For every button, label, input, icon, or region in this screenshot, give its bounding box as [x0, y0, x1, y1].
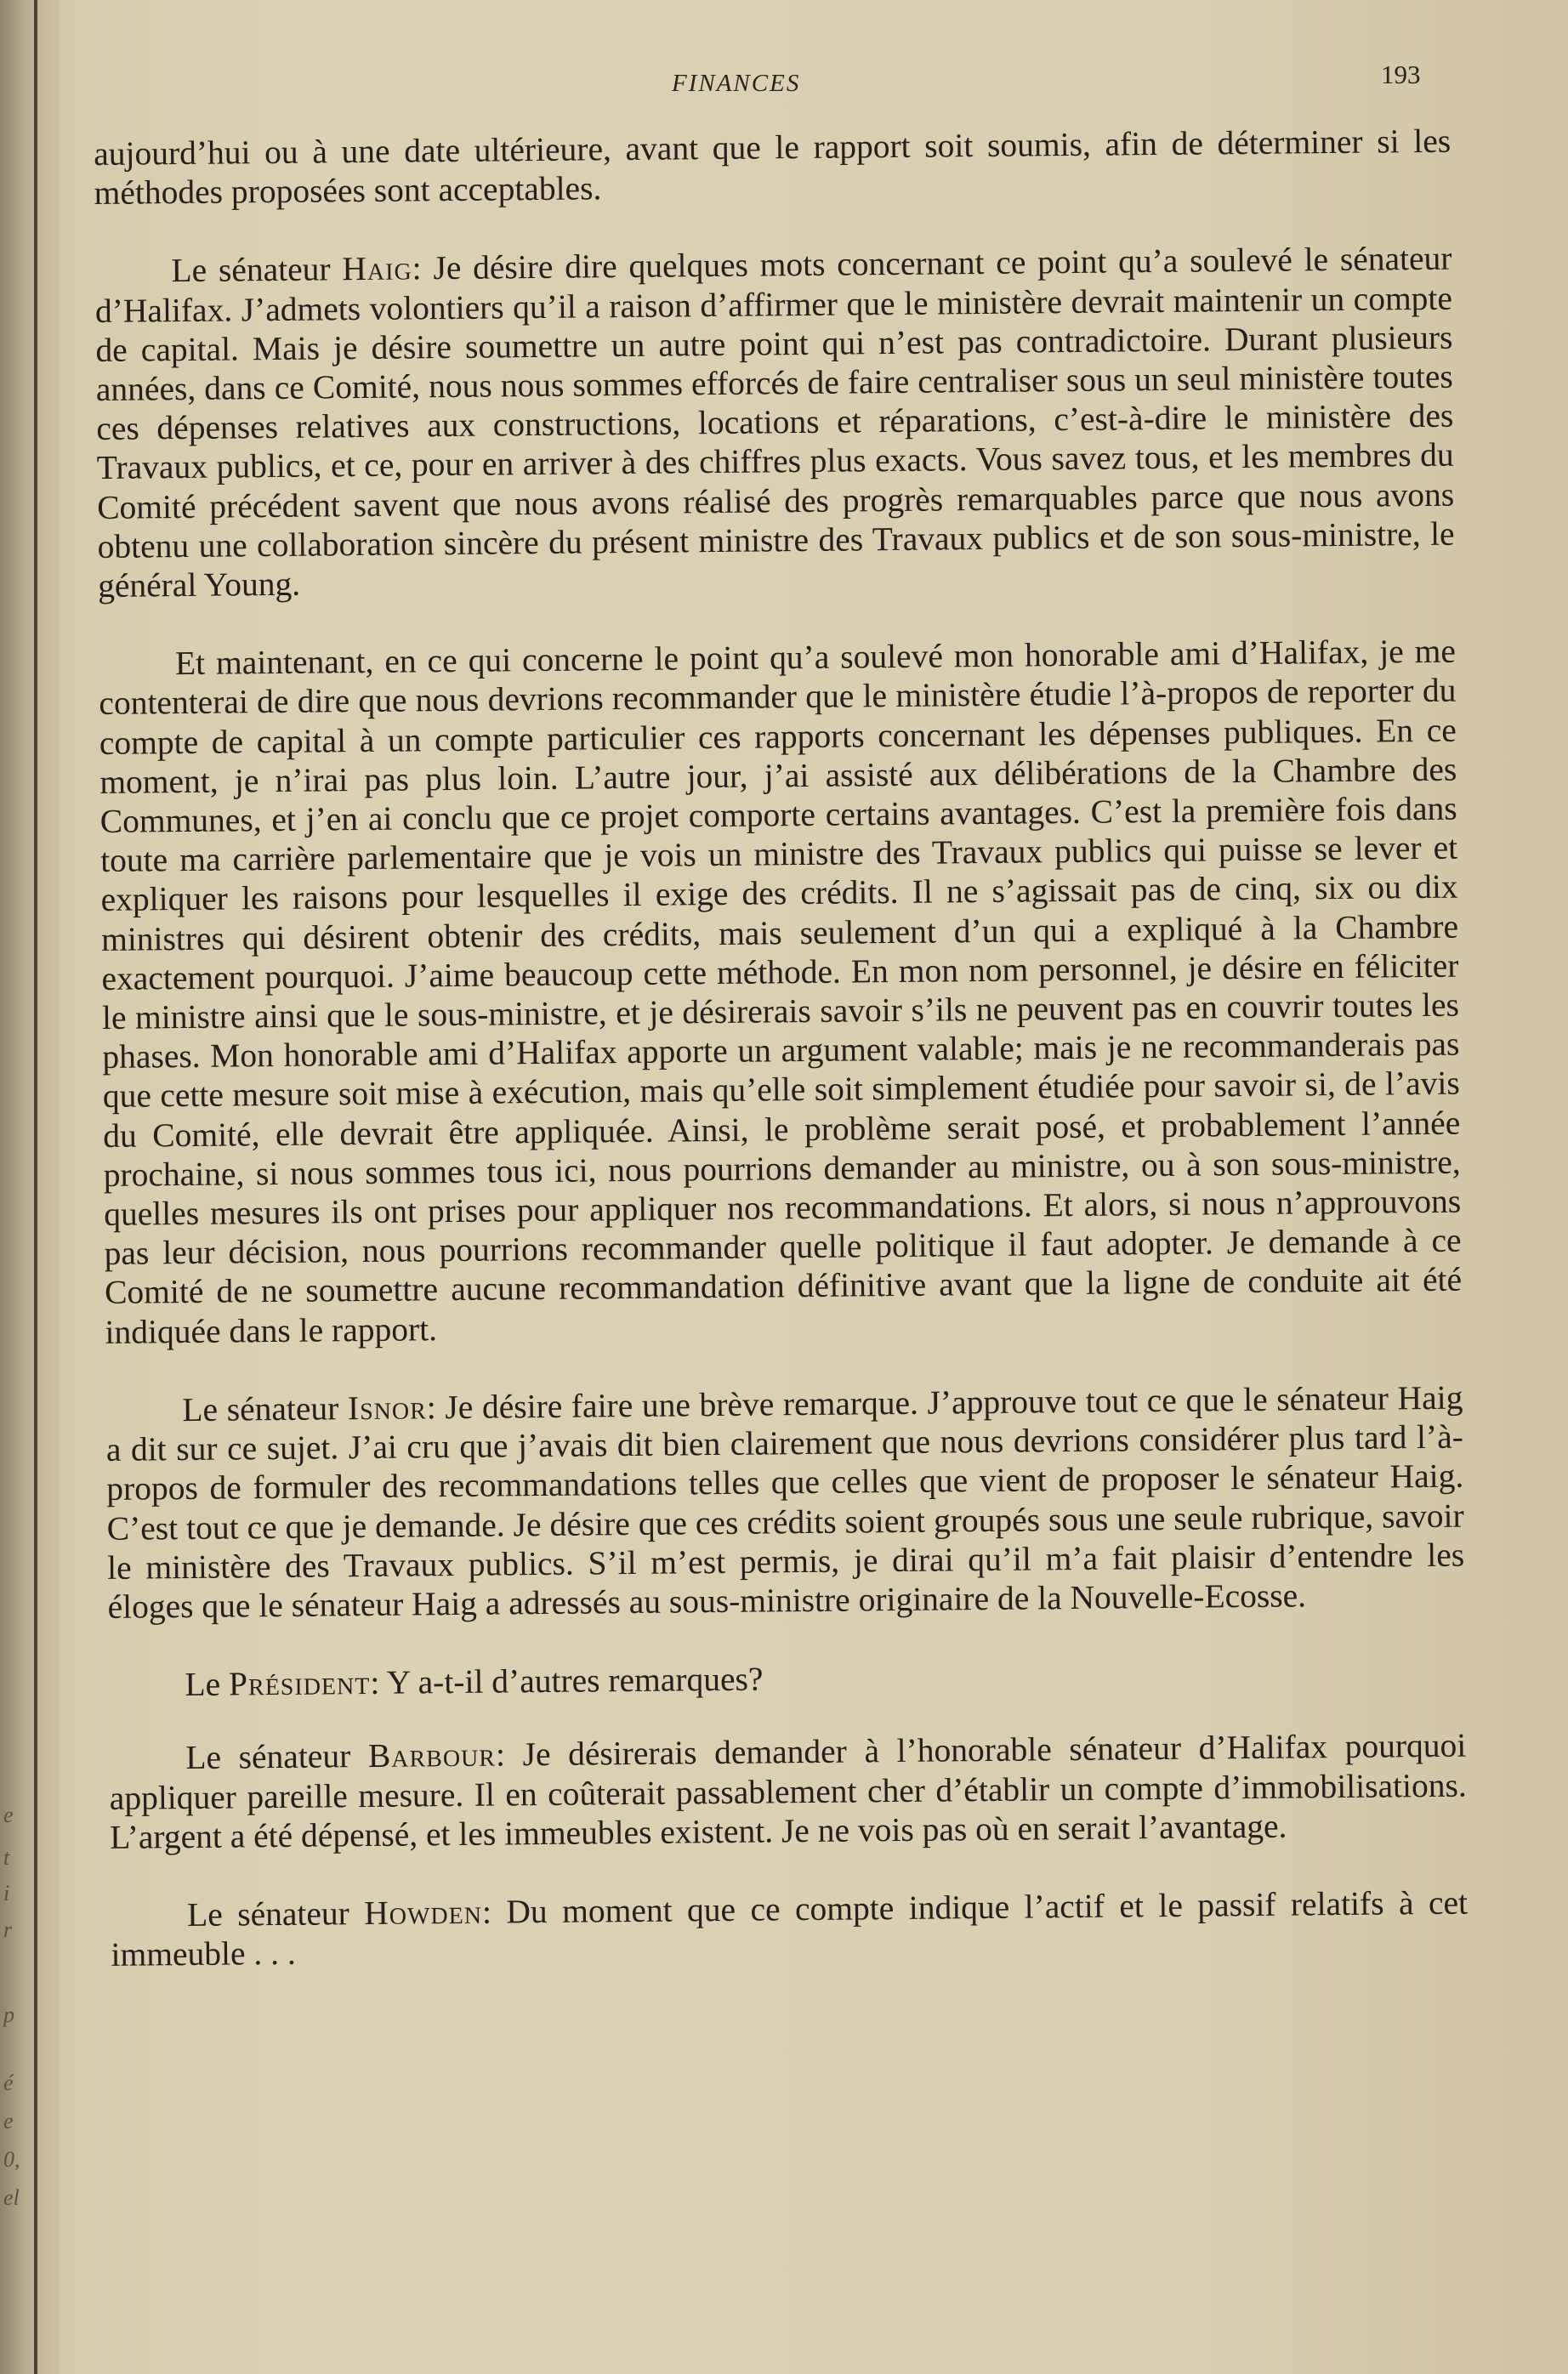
- margin-fragment: i: [3, 1881, 10, 1905]
- speaker-prefix: Le sénateur: [171, 250, 343, 290]
- paragraph-text: : Du moment que ce compte indique l’actif et le passif relatifs à cet immeuble . . .: [111, 1883, 1469, 1974]
- speaker-name: Président: [228, 1664, 371, 1703]
- speaker-prefix: Le sénateur: [186, 1894, 365, 1934]
- speaker-prefix: Le sénateur: [185, 1737, 369, 1777]
- paragraph-text: aujourd’hui ou à une date ultérieure, avant que le rapport soit soumis, afin de déterminer si les méthodes proposées sont acceptables.: [94, 122, 1452, 213]
- margin-fragment: 0,: [3, 2147, 20, 2172]
- paragraph-text: : Y a-t-il d’autres remarques?: [370, 1660, 764, 1702]
- body-text: [94, 122, 1469, 2014]
- paragraph-haig: [94, 239, 1455, 605]
- paragraph-haig-continued: [99, 632, 1463, 1352]
- paragraph-text: : Je désirerais demander à l’honorable sénateur d’Halifax pourquoi appliquer pareille mesure. Il en coûterait passablement cher d’établir un compte d’immobilisations. L’argent a été dépensé, et les immeubles existent. Je ne vois pas où en serait l’avantage.: [109, 1726, 1467, 1856]
- paragraph-isnor: [105, 1378, 1465, 1627]
- paragraph-text: : Je désire dire quelques mots concernant ce point qu’a soulevé le sénateur d’Halifax. J’admets volontiers qu’il a raison d’affirmer que le ministère devrait maintenir un compte de capital. Mais je désire soumettre un autre point qui n’est pas contradictoire. Durant plusieurs années, dans ce Comité, nous nous sommes efforcés de faire centraliser sous un seul ministère toutes ces dépenses relatives aux constructions, locations et réparations, c’est-à-dire le ministère des Travaux publics, et ce, pour en arriver à des chiffres plus exacts. Vous savez tous, et les membres du Comité précédent savent que nous avons réalisé des progrès remarquables parce que nous avons obtenu une collaboration sincère du présent ministre des Travaux publics et de son sous-ministre, le général Young.: [94, 240, 1455, 605]
- margin-fragment: e: [3, 2109, 14, 2133]
- paragraph-continuation: [94, 122, 1452, 213]
- speaker-name: Isnor: [347, 1389, 427, 1428]
- margin-fragment: el: [3, 2185, 20, 2210]
- margin-fragment: t: [3, 1845, 10, 1870]
- paragraph-barbour: [109, 1726, 1467, 1857]
- speaker-name: Haig: [342, 249, 412, 288]
- margin-fragment: p: [3, 2002, 14, 2027]
- speaker-prefix: Le: [185, 1665, 230, 1704]
- paragraph-text: Et maintenant, en ce qui concerne le point qu’a soulevé mon honorable ami d’Halifax, je me contenterai de dire que nous devrions recommander que le ministère étudie l’à-propos de reporter du compte de capital à un compte particulier ces rapports concernant les dépenses publiques. En ce moment, je n’irai pas plus loin. L’autre jour, j’ai assisté aux délibérations de la Chambre des Communes, et j’en ai conclu que ce projet comporte certains avantages. C’est la première fois dans toute ma carrière parlementaire que je vois un ministre des Travaux publics qui puisse se lever et expliquer les raisons pour lesquelles il exige des crédits. Il ne s’agissait pas de cinq, six ou dix ministres qui désirent obtenir des crédits, mais seulement d’un qui a expliqué à la Chambre exactement pourquoi. J’aime beaucoup cette méthode. En mon nom personnel, je désire en féliciter le ministre ainsi que le sous-ministre, et je désirerais savoir s’ils ne peuvent pas en couvrir toutes les phases. Mon honorable ami d’Halifax apporte un argument valable; mais je ne recommanderais pas que cette mesure soit mise à exécution, mais qu’elle soit simplement étudiée pour savoir si, de l’avis du Comité, elle devrait être appliquée. Ainsi, le problème serait posé, et probablement l’année prochaine, si nous sommes tous ici, nous pourrions demander au ministre, ou à son sous-ministre, quelles mesures ils ont prises pour appliquer nos recommandations. Et alors, si nous n’approuvons pas leur décision, nous pourrions recommander quelle politique il faut adopter. Je demande à ce Comité de ne soumettre aucune recommandation définitive avant que la ligne de conduite ait été indiquée dans le rapport.: [99, 632, 1463, 1351]
- binding-line: [34, 0, 37, 2374]
- running-title: FINANCES: [672, 70, 801, 97]
- margin-fragment: e: [3, 1803, 14, 1827]
- speaker-name: Howden: [364, 1893, 483, 1932]
- margin-fragment: r: [3, 1917, 13, 1942]
- page-number: 193: [1381, 60, 1421, 89]
- paragraph-text: : Je désire faire une brève remarque. J’approuve tout ce que le sénateur Haig a dit sur ce sujet. J’ai cru que j’avais dit bien clairement que nous devrions considérer plus tard l’à-propos de formuler des recommandations telles que celles que vient de proposer le sénateur Haig. C’est tout ce que je demande. Je désire que ces crédits soient groupés sous une seule rubrique, savoir le ministère des Travaux publics. S’il m’est permis, je dirai qu’il m’a fait plaisir d’entendre les éloges que le sénateur Haig a adressés au sous-ministre originaire de la Nouvelle-Ecosse.: [105, 1378, 1465, 1626]
- paragraph-president: [108, 1653, 1465, 1706]
- margin-fragment: é: [3, 2070, 14, 2095]
- speaker-prefix: Le sénateur: [182, 1389, 349, 1428]
- paragraph-howden: [111, 1883, 1469, 1975]
- speaker-name: Barbour: [367, 1735, 497, 1775]
